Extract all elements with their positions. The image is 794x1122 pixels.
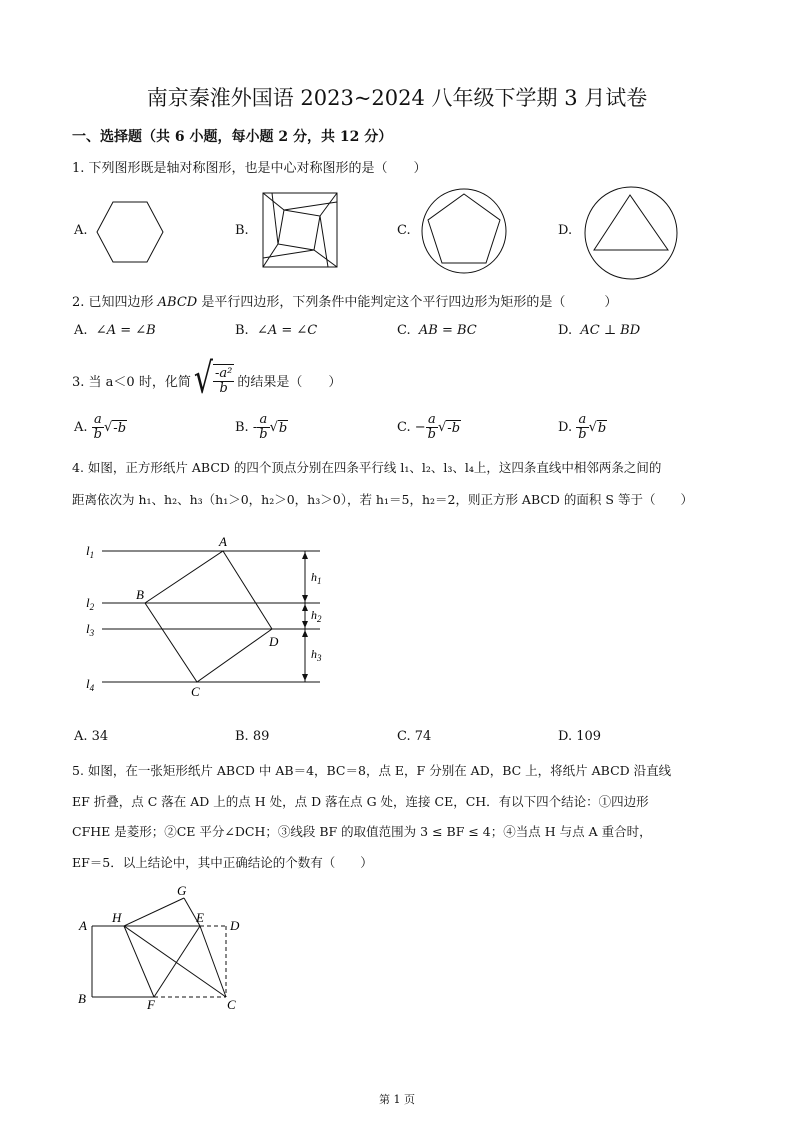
- q3-option-b-label: B.: [235, 420, 249, 435]
- question-5-line-2: EF 折叠，点 C 落在 AD 上的点 H 处，点 D 落在点 G 处，连接 CE，CH．有以下四个结论：①四边形: [72, 794, 649, 809]
- q2-stem-post: 是平行四边形，下列条件中能判定这个平行四边形为矩形的是（ ）: [197, 295, 618, 310]
- label-h1-sub: 1: [317, 576, 322, 586]
- label-l3-sub: 3: [89, 628, 95, 638]
- vertex-d-label: D: [269, 634, 279, 649]
- q1-option-a-label: A.: [74, 223, 88, 238]
- label-l1: l: [86, 543, 90, 558]
- q3-option-a: A. $\frac{a}{b}$ √ -b: [74, 412, 127, 442]
- q2-option-d-expr: AC ⊥ BD: [580, 323, 641, 338]
- square-parallel-lines-figure: [80, 530, 340, 700]
- q3-option-d: D. $\frac{a}{b}$ √ b: [558, 412, 607, 442]
- q2-option-b-label: B.: [235, 323, 249, 338]
- q3-option-b-num: a: [257, 413, 269, 428]
- q3-option-d-rad: b: [597, 420, 607, 436]
- svg-text:l1: [86, 543, 94, 560]
- q1-option-b-label: B.: [235, 223, 249, 238]
- question-5-line-1: 5. 如图，在一张矩形纸片 ABCD 中 AB＝4，BC＝8，点 E，F 分别在 AD，BC 上，将纸片 ABCD 沿直线: [72, 763, 672, 778]
- q3-stem-post: 的结果是（ ）: [237, 374, 342, 390]
- label-l1-sub: 1: [89, 550, 95, 560]
- q3-option-c-den: b: [427, 427, 436, 442]
- vertex-a-label: A: [79, 918, 87, 933]
- q3-option-a-num: a: [92, 413, 104, 428]
- q2-option-c-expr: AB = BC: [418, 323, 477, 338]
- q3-option-c-sign: −: [414, 420, 426, 435]
- q3-radical: √ $\frac{\text{-a²}}{b}$: [193, 354, 233, 404]
- svg-text:h1: [311, 570, 322, 586]
- svg-text:l4: [86, 676, 95, 693]
- q2-option-a: [74, 323, 156, 338]
- vertex-d-label: D: [230, 918, 240, 933]
- hexagon-figure: [96, 200, 166, 264]
- question-4-line-1: 4. 如图，正方形纸片 ABCD 的四个顶点分别在四条平行线 l₁、l₂、l₃、l₄上，这四条直线中相邻两条之间的: [72, 460, 662, 475]
- q3-stem-pre: 3. 当 a＜0 时，化简: [72, 374, 191, 390]
- label-h1: h: [311, 570, 317, 584]
- svg-text:l3: [86, 621, 95, 638]
- q2-stem-pre: 2. 已知四边形: [72, 295, 158, 310]
- question-5-line-4: EF＝5．以上结论中，其中正确结论的个数有（ ）: [72, 855, 373, 870]
- q3-option-d-label: D.: [558, 420, 573, 435]
- svg-text:h3: [311, 647, 322, 663]
- folded-rectangle-figure: [76, 882, 256, 1012]
- section-heading: 一、选择题（共 6 小题，每小题 2 分，共 12 分）: [72, 129, 393, 145]
- q4-option-c: C. 74: [397, 729, 432, 744]
- q3-option-c-num: a: [426, 413, 438, 428]
- label-h3-sub: 3: [317, 653, 322, 663]
- question-1-stem: 1. 下列图形既是轴对称图形，也是中心对称图形的是（ ）: [72, 161, 427, 176]
- label-h2: h: [311, 608, 317, 622]
- square-abcd: [145, 551, 272, 682]
- vertex-c-label: C: [191, 684, 200, 699]
- vertex-h-label: H: [112, 910, 122, 925]
- q3-option-b-rad: b: [278, 420, 288, 436]
- q3-rad-num: -a²: [214, 366, 233, 381]
- vertex-f-label: F: [147, 997, 155, 1012]
- label-l4: l: [86, 676, 90, 691]
- q4-option-a: A. 34: [74, 729, 109, 744]
- q2-option-b-expr: ∠A = ∠C: [256, 323, 318, 338]
- vertex-b-label: B: [136, 587, 144, 602]
- q3-option-d-den: b: [578, 427, 587, 442]
- question-3-stem: [72, 354, 342, 404]
- q3-option-c: C. − $\frac{a}{b}$ √ -b: [397, 412, 461, 442]
- q1-option-d-label: D.: [558, 223, 573, 238]
- triangle-in-circle-figure: [583, 186, 679, 280]
- q2-stem-var: ABCD: [157, 295, 198, 310]
- pentagon-in-circle-figure: [420, 188, 508, 274]
- label-l3: l: [86, 621, 90, 636]
- label-l2-sub: 2: [89, 602, 95, 612]
- q4-option-b: B. 89: [235, 729, 270, 744]
- q3-option-a-den: b: [93, 427, 102, 442]
- q3-rad-den: b: [219, 381, 228, 396]
- vertex-a-label: A: [219, 534, 227, 549]
- q2-option-b: [235, 323, 317, 338]
- page-title: 南京秦淮外国语 2023~2024 八年级下学期 3 月试卷: [146, 86, 648, 110]
- q3-option-c-label: C.: [397, 420, 411, 435]
- question-4-line-2: 距离依次为 h₁、h₂、h₃（h₁＞0，h₂＞0，h₃＞0），若 h₁＝5，h₂＝2，则正方形 ABCD 的面积 S 等于（ ）: [72, 492, 693, 507]
- q3-option-a-rad: -b: [113, 420, 127, 436]
- q1-option-c-label: C.: [397, 223, 411, 238]
- label-h2-sub: 2: [317, 614, 322, 624]
- q2-option-a-label: A.: [74, 323, 88, 338]
- question-5-line-3: CFHE 是菱形；②CE 平分∠DCH；③线段 BF 的取值范围为 3 ≤ BF ≤ 4；④当点 H 与点 A 重合时，: [72, 824, 652, 839]
- question-2-stem: [72, 291, 617, 310]
- vertex-b-label: B: [78, 991, 86, 1006]
- q3-option-c-rad: -b: [447, 420, 461, 436]
- q2-option-d-label: D.: [558, 323, 573, 338]
- q3-option-a-label: A.: [74, 420, 88, 435]
- svg-text:l2: [86, 595, 95, 612]
- q2-option-c: [397, 323, 477, 338]
- q3-option-d-num: a: [576, 413, 588, 428]
- q2-option-a-expr: ∠A = ∠B: [95, 323, 156, 338]
- q3-option-b: B. - $\frac{a}{b}$ √ b: [235, 412, 288, 442]
- pinwheel-square-figure: [262, 192, 340, 270]
- page-footer: 第 1 页: [379, 1093, 415, 1106]
- svg-text:h2: [311, 608, 322, 624]
- vertex-g-label: G: [177, 883, 187, 898]
- vertex-c-label: C: [227, 997, 236, 1012]
- vertex-e-label: E: [196, 910, 204, 925]
- q4-option-d: D. 109: [558, 729, 602, 744]
- q2-option-c-label: C.: [397, 323, 411, 338]
- label-l2: l: [86, 595, 90, 610]
- q2-option-d: [558, 323, 640, 338]
- label-l4-sub: 4: [89, 683, 95, 693]
- q3-option-b-den: b: [259, 427, 268, 442]
- label-h3: h: [311, 647, 317, 661]
- q3-option-b-sign: -: [252, 420, 258, 435]
